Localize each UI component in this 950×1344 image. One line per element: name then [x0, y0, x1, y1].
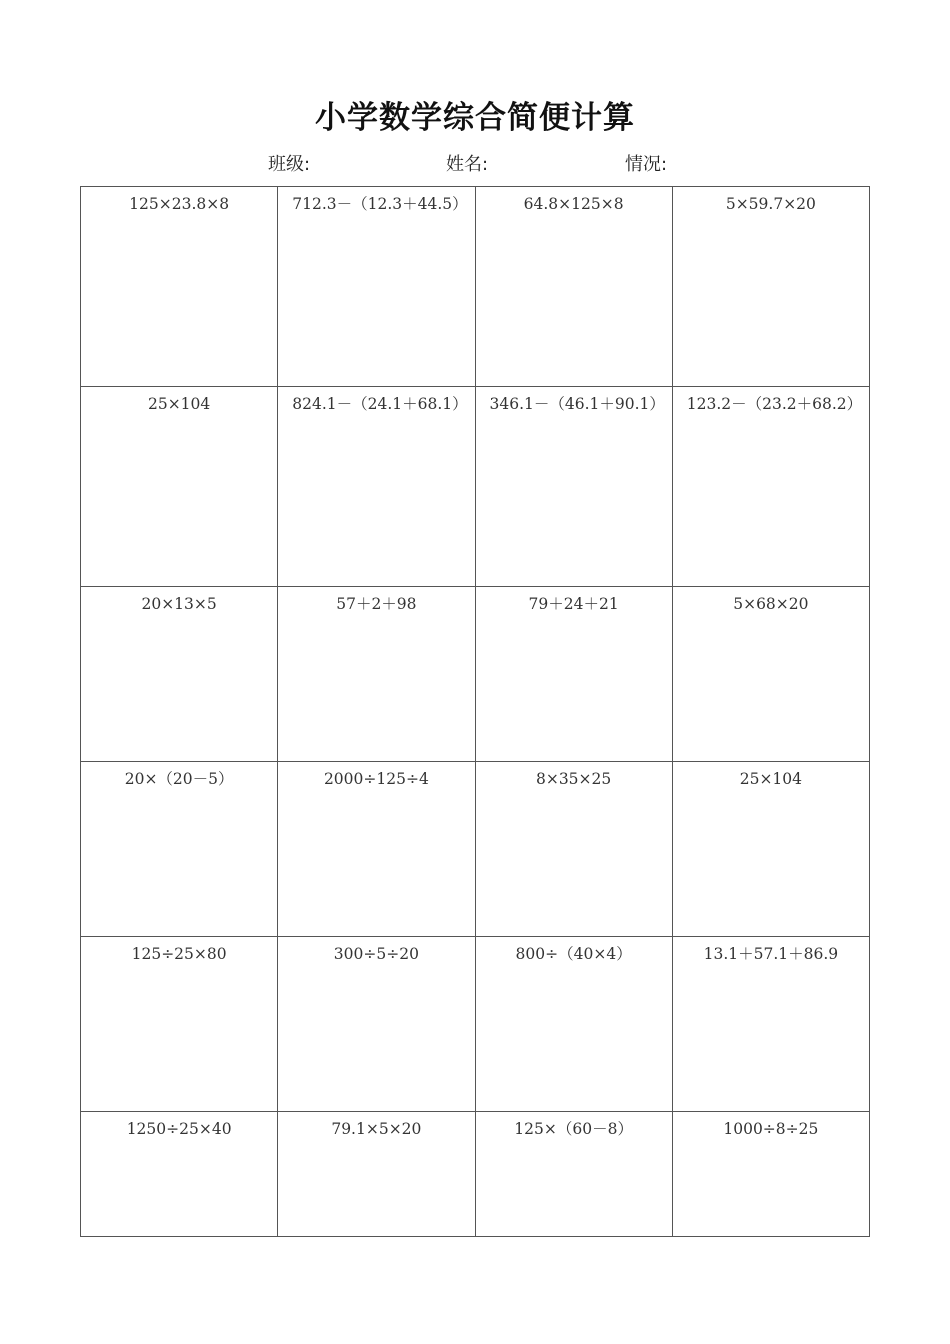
- problem-cell: 5×59.7×20: [672, 187, 869, 387]
- problem-row: [81, 937, 870, 1112]
- problem-cell: 20×（20－5）: [81, 762, 278, 937]
- problem-cell: 1000÷8÷25: [672, 1112, 869, 1237]
- problem-cell: 300÷5÷20: [278, 937, 475, 1112]
- problem-row: [81, 1112, 870, 1237]
- status-label: 情况:: [625, 154, 668, 175]
- problem-cell: 824.1－（24.1＋68.1）: [278, 387, 475, 587]
- problem-cell: 5×68×20: [672, 587, 869, 762]
- problem-row: [81, 587, 870, 762]
- problem-grid: [80, 186, 870, 1237]
- problem-cell: 25×104: [81, 387, 278, 587]
- problem-cell: 57＋2＋98: [278, 587, 475, 762]
- problem-cell: 125×23.8×8: [81, 187, 278, 387]
- problem-cell: 25×104: [672, 762, 869, 937]
- problem-cell: 20×13×5: [81, 587, 278, 762]
- problem-cell: 13.1＋57.1＋86.9: [672, 937, 869, 1112]
- problem-cell: 64.8×125×8: [475, 187, 672, 387]
- problem-cell: 346.1－（46.1＋90.1）: [475, 387, 672, 587]
- problem-row: [81, 387, 870, 587]
- problem-cell: 123.2－（23.2＋68.2）: [672, 387, 869, 587]
- problem-cell: 125×（60－8）: [475, 1112, 672, 1237]
- problem-row: [81, 762, 870, 937]
- problem-cell: 800÷（40×4）: [475, 937, 672, 1112]
- problem-cell: 8×35×25: [475, 762, 672, 937]
- problem-cell: 2000÷125÷4: [278, 762, 475, 937]
- problem-cell: 79.1×5×20: [278, 1112, 475, 1237]
- problem-cell: 1250÷25×40: [81, 1112, 278, 1237]
- problem-cell: 125÷25×80: [81, 937, 278, 1112]
- class-label: 班级:: [268, 154, 311, 175]
- problem-cell: 712.3－（12.3＋44.5）: [278, 187, 475, 387]
- problem-cell: 79＋24＋21: [475, 587, 672, 762]
- name-label: 姓名:: [446, 154, 489, 175]
- problem-row: [81, 187, 870, 387]
- worksheet-title: 小学数学综合简便计算: [315, 100, 635, 136]
